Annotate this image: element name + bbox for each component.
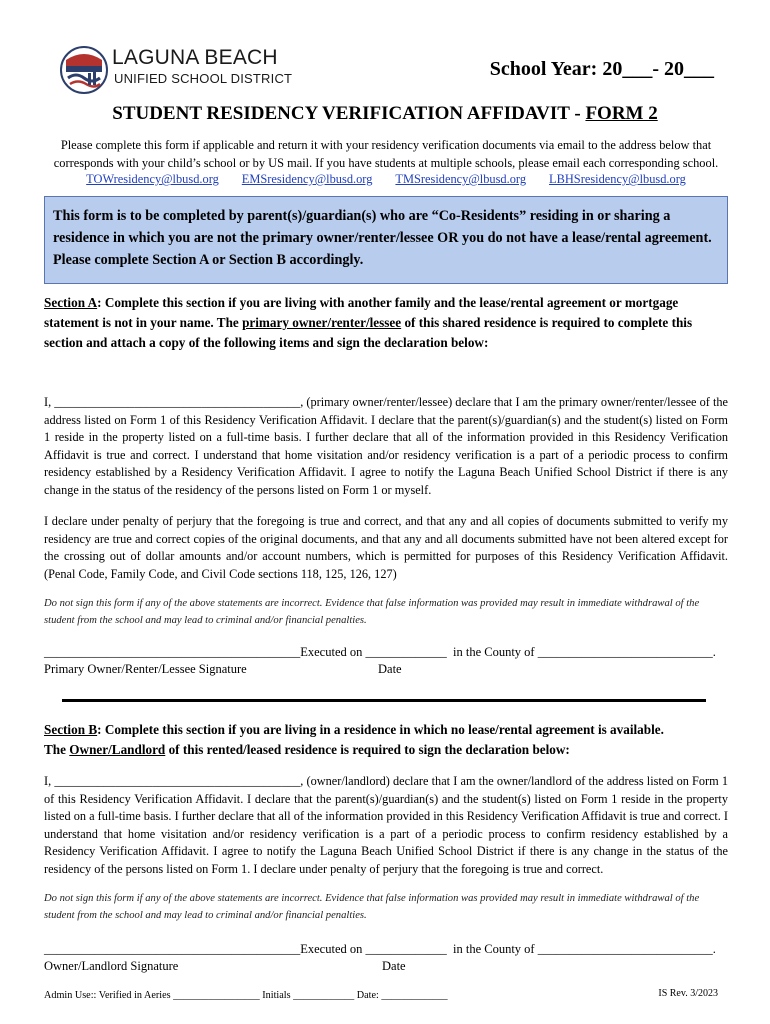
section-b-warning: Do not sign this form if any of the above statements are incorrect. Evidence that false information was provided may result in immediate withdrawal of the student from the school and may lead to criminal and/or financial penalties. bbox=[44, 893, 700, 921]
section-b-heading-text: : Complete this section if you are living in a residence in which no lease/rental agreement is available. bbox=[97, 722, 664, 737]
notice-box: This form is to be completed by parent(s)/guardian(s) who are “Co-Residents” residing in or sharing a residence in which you are not the primary owner/renter/lessee OR you do not have a lease/rental agreement. Please complete Section A or Section B accordingly. bbox=[44, 196, 728, 284]
admin-use-line: Admin Use:: Verified in Aeries _________________ Initials ____________ Date: _____________ bbox=[44, 990, 448, 1001]
section-a-heading-underlined: primary owner/renter/lessee bbox=[242, 315, 402, 330]
section-divider bbox=[62, 699, 706, 702]
section-b-declaration: I, ________________________________________, (owner/landlord) declare that I am the owner/landlord of the address listed on Form 1 of this Residency Verification Affidavit. I declare that the parent(s)/guardian(s) and the student(s) listed on Form 1 reside in the property listed on a full-time basis. I further declare that all of the information provided in this Residency Verification Affidavit is true and correct. I understand that home visitation and/or residency verification is a part of a periodic process to confirm residency established by a Residency Verification Affidavit. I agree to notify the Laguna Beach Unified School District if there is any change in the status of the residency of the persons listed on Form 1. I declare under penalty of perjury that the foregoing is true and correct. bbox=[44, 774, 728, 876]
section-a-declaration: I, ________________________________________, (primary owner/renter/lessee) declare that I am the primary owner/renter/lessee of the address listed on Form 1 of this Residency Verification Affidavit. I declare that the parent(s)/guardian(s) and the student(s) listed on Form 1 reside in the property listed on a full-time basis. I further declare that all of the information provided in this Residency Verification Affidavit is true and correct. I understand that home visitation and/or residency verification is a part of a periodic process to confirm residency established by a Residency Verification Affidavit. I agree to notify the Laguna Beach Unified School District if there is any change in the status of the residency of the persons listed on Form 1 or myself. bbox=[44, 395, 728, 497]
section-b-signature-label: Owner/Landlord Signature bbox=[44, 959, 179, 973]
section-b-heading-text-2: of this rented/leased residence is required to sign the declaration below: bbox=[165, 742, 570, 757]
logo-line2: UNIFIED SCHOOL DISTRICT bbox=[114, 71, 293, 86]
section-b-signature-line[interactable]: _________________________________________Executed on _____________ in the County of ____________________________. bbox=[44, 942, 716, 956]
section-b-label: Section B bbox=[44, 722, 98, 737]
district-logo bbox=[60, 44, 300, 96]
section-b-heading bbox=[44, 720, 724, 760]
email-link-tow[interactable]: TOWresidency@lbusd.org bbox=[86, 172, 219, 186]
section-b-date-label: Date bbox=[382, 959, 406, 973]
title-form: FORM 2 bbox=[585, 103, 658, 124]
logo-line1: LAGUNA BEACH bbox=[112, 46, 278, 69]
section-a-warning: Do not sign this form if any of the above statements are incorrect. Evidence that false information was provided may result in immediate withdrawal of the student from the school and may lead to criminal and/or financial penalties. bbox=[44, 598, 700, 626]
section-a-heading bbox=[44, 293, 724, 353]
email-link-tms[interactable]: TMSresidency@lbusd.org bbox=[395, 172, 527, 186]
school-year-field[interactable]: School Year: 20___- 20___ bbox=[489, 58, 714, 80]
email-link-ems[interactable]: EMSresidency@lbusd.org bbox=[241, 172, 373, 186]
section-a-date-label: Date bbox=[378, 662, 402, 676]
section-a-heading-text-2: of this shared residence is required to complete this section and attach a copy of the following items and sign the declaration below: bbox=[44, 315, 693, 350]
intro-text: Please complete this form if applicable and return it with your residency verification documents via email to the address below that corresponds with your child’s school or by US mail. If you have students at multiple schools, please email each corresponding school. bbox=[53, 138, 719, 170]
section-a-perjury: I declare under penalty of perjury that the foregoing is true and correct, and that any and all copies of documents submitted to verify my residency are true and correct copies of the original documents, and that any and all documents submitted have not been altered except for the crossing out of dollar amounts and/or account numbers, which is permitted for purposes of this Residency Verification Affidavit. (Penal Code, Family Code, and Civil Code sections 118, 125, 126, 127) bbox=[44, 514, 728, 581]
page-title bbox=[0, 103, 770, 125]
section-a-signature-line[interactable]: _________________________________________Executed on _____________ in the County of ____________________________. bbox=[44, 645, 716, 659]
section-a-signature-label: Primary Owner/Renter/Lessee Signature bbox=[44, 662, 247, 676]
email-links bbox=[44, 172, 728, 187]
section-b-heading-pre: The bbox=[44, 742, 70, 757]
district-seal-icon bbox=[60, 44, 108, 96]
section-b-heading-underlined: Owner/Landlord bbox=[69, 742, 166, 757]
revision-label: IS Rev. 3/2023 bbox=[658, 988, 718, 999]
section-a-heading-text: : Complete this section if you are living with another family and the lease/rental agreement or mortgage statement is not in your name. The bbox=[44, 295, 679, 330]
title-main: STUDENT RESIDENCY VERIFICATION AFFIDAVIT - bbox=[112, 103, 586, 124]
section-a-label: Section A bbox=[44, 295, 98, 310]
email-link-lbhs[interactable]: LBHSresidency@lbusd.org bbox=[549, 172, 686, 186]
